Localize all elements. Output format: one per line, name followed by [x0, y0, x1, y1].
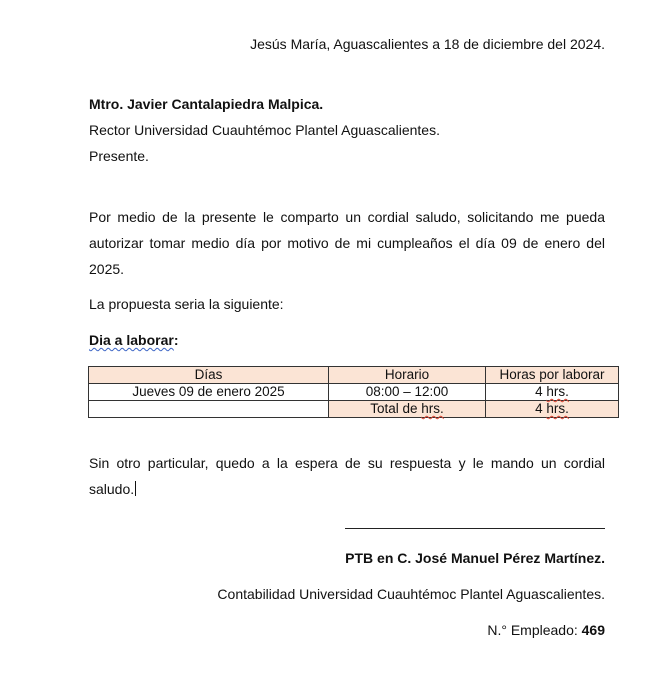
- employee-number-line: [487, 621, 605, 639]
- total-label-unit: hrs.: [421, 401, 444, 416]
- total-label: [329, 401, 486, 418]
- row-schedule: 08:00 – 12:00: [329, 384, 486, 401]
- employee-number: 469: [581, 622, 605, 638]
- table-row: [89, 384, 619, 401]
- signature-name: PTB en C. José Manuel Pérez Martínez.: [345, 550, 605, 566]
- row-hours-unit: hrs.: [546, 384, 569, 399]
- closing-paragraph[interactable]: [89, 450, 605, 502]
- total-hours: [486, 401, 619, 418]
- place-date: Jesús María, Aguascalientes a 18 de diciembre del 2024.: [250, 36, 605, 52]
- header-schedule: Horario: [329, 367, 486, 384]
- recipient-greeting: Presente.: [89, 148, 149, 164]
- table-total-row: [89, 401, 619, 418]
- section-heading: [89, 331, 179, 349]
- section-heading-text: Dia a laborar: [89, 332, 174, 348]
- row-hours-value: 4: [535, 384, 543, 399]
- closing-paragraph-text: Sin otro particular, quedo a la espera de su respuesta y le mando un cordial saludo.: [89, 455, 605, 497]
- schedule-table: [88, 366, 619, 418]
- proposal-line: La propuesta seria la siguiente:: [89, 296, 284, 312]
- employee-label: N.° Empleado:: [487, 622, 578, 638]
- row-hours: [486, 384, 619, 401]
- section-heading-colon: :: [173, 332, 179, 348]
- total-empty-cell: [89, 401, 329, 418]
- signature-line: [345, 528, 605, 529]
- text-cursor: [135, 481, 136, 496]
- header-days: Días: [89, 367, 329, 384]
- header-hours: Horas por laborar: [486, 367, 619, 384]
- signature-department: Contabilidad Universidad Cuauhtémoc Plantel Aguascalientes.: [217, 586, 605, 602]
- row-day: Jueves 09 de enero 2025: [89, 384, 329, 401]
- total-hours-unit: hrs.: [546, 401, 569, 416]
- recipient-title: Rector Universidad Cuauhtémoc Plantel Aguascalientes.: [89, 122, 440, 138]
- body-paragraph: Por medio de la presente le comparto un cordial saludo, solicitando me pueda autorizar tomar medio día por motivo de mi cumpleaños el día 09 de enero del 2025.: [89, 209, 605, 277]
- recipient-name: Mtro. Javier Cantalapiedra Malpica.: [89, 96, 324, 112]
- total-label-prefix: Total de: [370, 401, 418, 416]
- table-header-row: [89, 367, 619, 384]
- total-hours-value: 4: [535, 401, 543, 416]
